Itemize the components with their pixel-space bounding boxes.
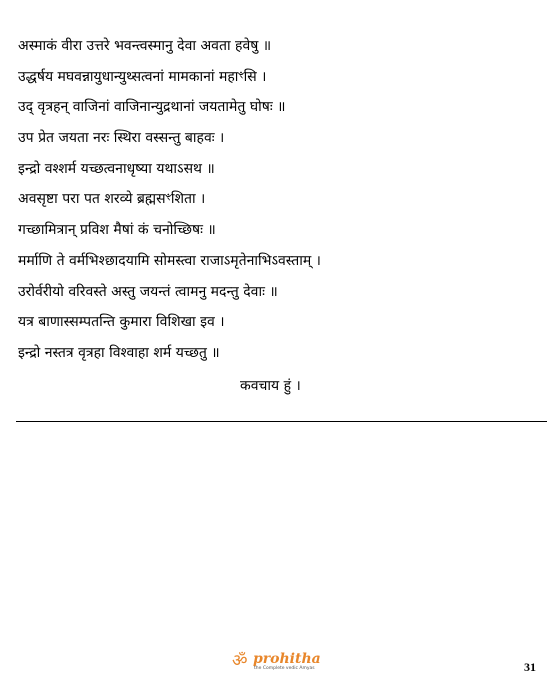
horizontal-divider (16, 421, 547, 422)
verse-line: गच्छामित्रान् प्रविश मैषां कं चनोच्छिषः ॥ (18, 222, 216, 239)
verse-line: मर्माणि ते वर्मभिश्छादयामि सोमस्त्वा राजाऽमृतेनाभिऽवस्ताम् । (18, 252, 321, 269)
verse-line: इन्द्रो नस्तत्र वृत्रहा विश्वाहा शर्म यच्छतु ॥ (18, 344, 220, 361)
verse-line: उद्धर्षय मघवन्नायुधान्युथ्सत्वनां मामकानां महाꣳसि । (18, 68, 267, 85)
prohitha-logo (232, 651, 322, 673)
verse-line: अस्माकं वीरा उत्तरे भवन्त्वस्मानु देवा अवता हवेषु ॥ (18, 38, 272, 54)
brand-tagline: the Complete vedic Amyas (254, 666, 315, 671)
closing-mantra: कवचाय हुं । (240, 378, 301, 394)
om-symbol-icon: ॐ (232, 651, 248, 671)
verse-list (18, 36, 538, 374)
verse-line: यत्र बाणास्सम्पतन्ति कुमारा विशिखा इव । (18, 314, 225, 331)
brand-name: prohitha (253, 651, 321, 667)
page-number: 31 (524, 660, 536, 674)
verse-line: इन्द्रो वश्शर्म यच्छत्वनाधृष्या यथाऽसथ ॥ (18, 160, 215, 177)
verse-line: उप प्रेत जयता नरः स्थिरा वस्सन्तु बाहवः । (18, 130, 225, 147)
verse-line: उरोर्वरीयो वरिवस्ते अस्तु जयन्तं त्वामनु मदन्तु देवाः ॥ (18, 283, 278, 300)
verse-line: उद् वृत्रहन् वाजिनां वाजिनान्युद्रथानां जयतामेतु घोषः ॥ (18, 99, 286, 116)
verse-line: अवसृष्टा परा पत शरव्ये ब्रह्मसꣳशिता । (18, 191, 206, 208)
